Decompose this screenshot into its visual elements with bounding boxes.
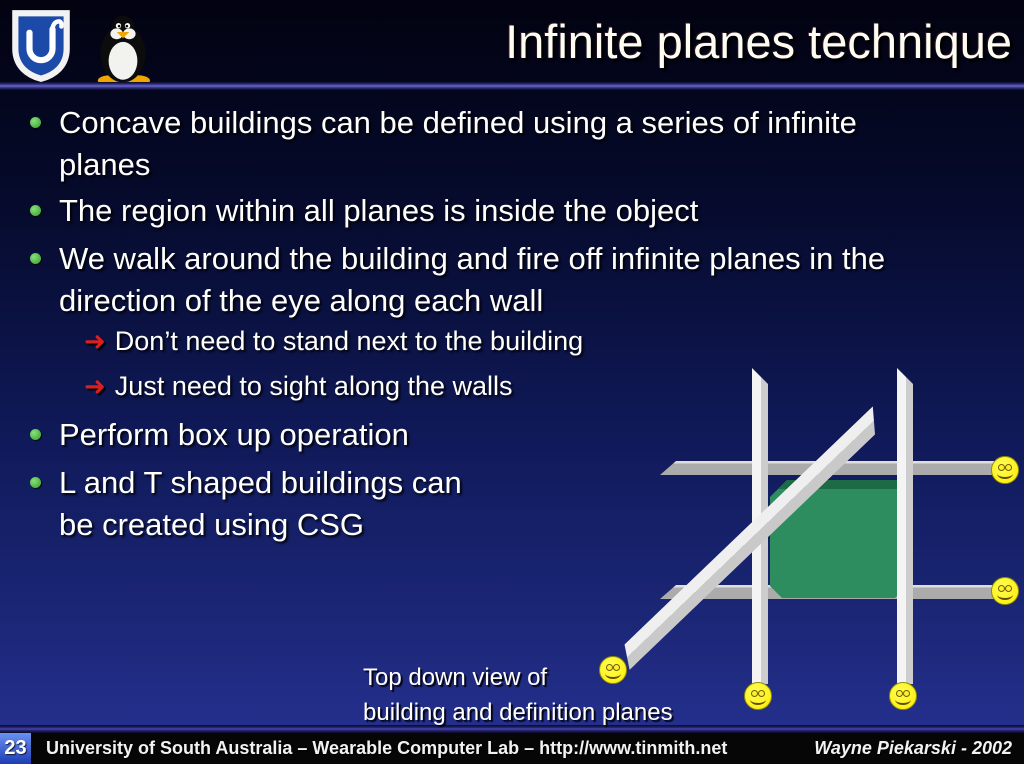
bullet-item	[30, 462, 500, 546]
arrow-bullet-icon: ➜	[84, 371, 106, 401]
bullet-dot-icon	[30, 253, 41, 264]
smiley-mouth	[997, 468, 1013, 479]
bullet-item	[30, 238, 995, 322]
bullet-text: We walk around the building and fire off infinite planes in the direction of the eye along each wall	[59, 241, 886, 318]
slide-title: Infinite planes technique	[505, 15, 1012, 68]
smiley-eye-marker	[599, 656, 627, 684]
smiley-eye-marker	[744, 682, 772, 710]
bullet-item	[30, 102, 910, 186]
bullet-text: Don’t need to stand next to the building	[114, 326, 584, 356]
plane-vertical-right	[897, 368, 913, 684]
bullet-text: L and T shaped buildings can be created using CSG	[59, 465, 462, 542]
header-divider	[0, 82, 1024, 90]
caption-line: building and definition planes	[363, 699, 673, 726]
sub-bullet-item	[84, 368, 513, 404]
bullet-text: Perform box up operation	[59, 417, 409, 452]
bullet-dot-icon	[30, 429, 41, 440]
bullet-item	[30, 414, 409, 456]
slide-number-badge: 23	[0, 733, 31, 764]
smiley-mouth	[895, 694, 911, 705]
smiley-mouth	[750, 694, 766, 705]
bullet-item	[30, 190, 995, 232]
bullet-dot-icon	[30, 117, 41, 128]
smiley-eye-marker	[991, 577, 1019, 605]
tux-penguin-icon	[84, 14, 162, 86]
footer-affiliation-text: University of South Australia – Wearable Computer Lab – http://www.tinmith.net	[46, 738, 728, 758]
arrow-bullet-icon: ➜	[84, 326, 106, 356]
bullet-text: Concave buildings can be defined using a series of infinite planes	[59, 105, 857, 182]
sub-bullet-item	[84, 323, 583, 359]
bullet-text: The region within all planes is inside the object	[59, 193, 699, 228]
smiley-mouth	[997, 589, 1013, 600]
smiley-mouth	[605, 668, 621, 679]
smiley-eye-marker	[991, 456, 1019, 484]
footer-author-text: Wayne Piekarski - 2002	[814, 738, 1012, 758]
smiley-eye-marker	[889, 682, 917, 710]
bullet-dot-icon	[30, 477, 41, 488]
bullet-text: Just need to sight along the walls	[114, 371, 513, 401]
bullet-dot-icon	[30, 205, 41, 216]
unisa-logo	[10, 8, 72, 84]
caption-line: Top down view of	[363, 664, 548, 691]
